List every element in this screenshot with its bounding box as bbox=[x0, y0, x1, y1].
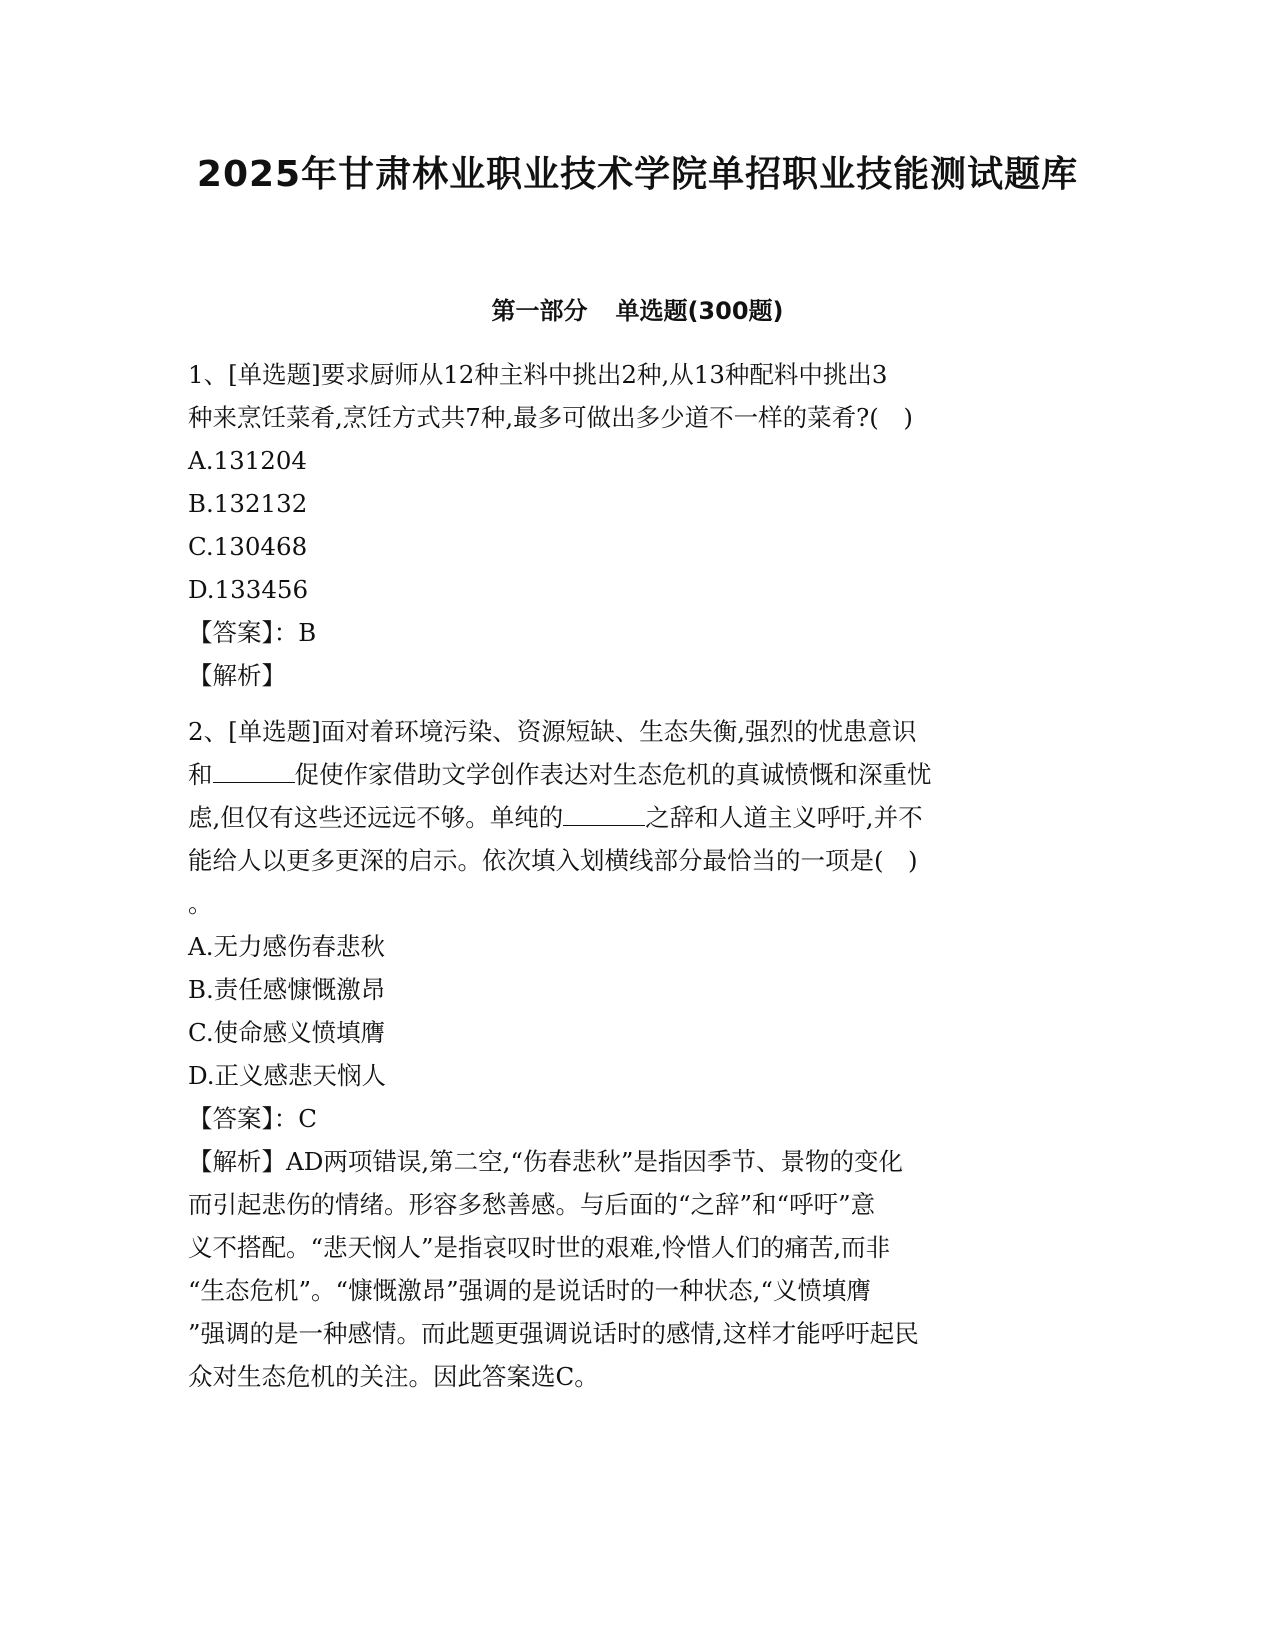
analysis-text: 义不搭配。“悲天悯人”是指哀叹时世的艰难,怜惜人们的痛苦,而非 bbox=[188, 1233, 891, 1262]
option-d: D.133456 bbox=[188, 575, 309, 604]
answer-label: 【答案】： bbox=[188, 1104, 299, 1133]
analysis-text: 而引起悲伤的情绪。形容多愁善感。与后面的“之辞”和“呼吁”意 bbox=[188, 1190, 876, 1219]
analysis-text: ”强调的是一种感情。而此题更强调说话时的感情,这样才能呼吁起民 bbox=[188, 1319, 919, 1348]
fill-blank-1 bbox=[213, 762, 295, 783]
analysis-label: 【解析】 bbox=[188, 1147, 286, 1176]
option-b: B.132132 bbox=[188, 489, 308, 518]
analysis-line bbox=[188, 1140, 1068, 1183]
question-stem-line: 种来烹饪菜肴,烹饪方式共7种,最多可做出多少道不一样的菜肴?( ) bbox=[188, 403, 913, 432]
answer-value: B bbox=[298, 618, 317, 647]
question-2 bbox=[188, 710, 1068, 1398]
option-a: A.无力感伤春悲秋 bbox=[188, 932, 385, 961]
option-c: C.130468 bbox=[188, 532, 308, 561]
question-stem-line: 虑,但仅有这些还远远不够。单纯的 之辞和人道主义呼吁,并不 bbox=[188, 803, 923, 832]
section-part: 第一部分 bbox=[491, 297, 588, 325]
analysis-label: 【解析】 bbox=[188, 661, 286, 690]
option-b: B.责任感慷慨激昂 bbox=[188, 975, 386, 1004]
analysis-text: “生态危机”。“慷慨激昂”强调的是说话时的一种状态,“义愤填膺 bbox=[188, 1276, 871, 1305]
analysis-text: AD两项错误,第二空,“伤春悲秋”是指因季节、景物的变化 bbox=[286, 1147, 903, 1176]
question-stem-line: 1、[单选题]要求厨师从12种主料中挑出2种,从13种配料中挑出3 bbox=[188, 360, 888, 389]
analysis-text: 众对生态危机的关注。因此答案选C。 bbox=[188, 1362, 599, 1391]
option-c: C.使命感义愤填膺 bbox=[188, 1018, 386, 1047]
question-stem-line: 能给人以更多更深的启示。依次填入划横线部分最恰当的一项是( ) bbox=[188, 846, 918, 875]
answer-value: C bbox=[298, 1104, 317, 1133]
option-d: D.正义感悲天悯人 bbox=[188, 1061, 387, 1090]
question-stem-line: 。 bbox=[188, 889, 213, 918]
question-1 bbox=[188, 353, 1068, 697]
page-title: 2025年甘肃林业职业技术学院单招职业技能测试题库 bbox=[196, 154, 1079, 195]
answer-line bbox=[188, 611, 1068, 654]
answer-label: 【答案】： bbox=[188, 618, 299, 647]
section-name: 单选题(300题) bbox=[615, 297, 784, 325]
option-a: A.131204 bbox=[188, 446, 308, 475]
section-heading bbox=[0, 291, 1275, 326]
question-stem-line: 和 促使作家借助文学创作表达对生态危机的真诚愤慨和深重忧 bbox=[188, 760, 932, 789]
question-stem-line: 2、[单选题]面对着环境污染、资源短缺、生态失衡,强烈的忧患意识 bbox=[188, 717, 917, 746]
fill-blank-2 bbox=[563, 805, 645, 826]
answer-line bbox=[188, 1097, 1068, 1140]
question-list bbox=[188, 353, 1068, 1398]
